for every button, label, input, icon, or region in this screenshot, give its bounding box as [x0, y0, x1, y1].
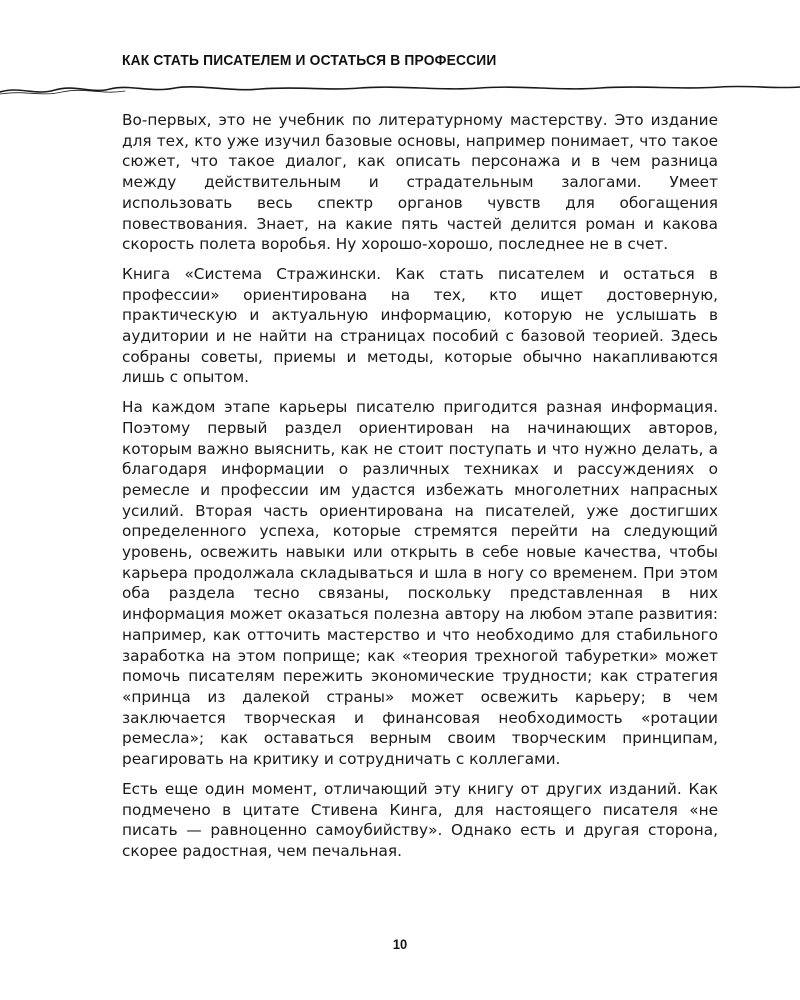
paragraph-2: Книга «Система Стражински. Как стать писателем и остаться в профессии» ориентирована на тех, кто ищет достоверную, практическую и актуальную информацию, которую не услышать в аудитории и не найти на страницах пособий с базовой теорией. Здесь собраны советы, приемы и методы, которые обычно накапливаются лишь с опытом. — [122, 264, 718, 387]
header-wavy-rule — [0, 78, 800, 104]
page-number: 10 — [392, 936, 408, 952]
body-text — [122, 110, 718, 871]
paragraph-1: Во-первых, это не учебник по литературному мастерству. Это издание для тех, кто уже изучил базовые основы, например понимает, что такое сюжет, что такое диалог, как описать персонажа и в чем разница между действительным и страдательным залогами. Умеет использовать весь спектр органов чувств для обогащения повествования. Знает, на какие пять частей делится роман и какова скорость полета воробья. Ну хорошо-хорошо, последнее не в счет. — [122, 111, 718, 254]
paragraph-3: На каждом этапе карьеры писателю пригодится разная информация. Поэтому первый раздел ориентирован на начинающих авторов, которым важно выяснить, как не стоит поступать и что нужно делать, а благодаря информации о различных техниках и рассуждениях о ремесле и профессии им удастся избежать многолетних напрасных усилий. Вторая часть ориентирована на писателей, уже достигших определенного успеха, которые стремятся перейти на следующий уровень, освежить навыки или открыть в себе новые качества, чтобы карьера продолжала складываться и шла в ногу со временем. При этом оба раздела тесно связаны, поскольку представленная в них информация может оказаться полезна автору на любом этапе развития: например, как отточить мастерство и что необходимо для стабильного заработка на этом поприще; как «теория трехногой табуретки» может помочь писателям пережить экономические трудности; как стратегия «принца из далекой страны» может освежить карьеру; в чем заключается творческая и финансовая необходимость «ротации ремесла»; как оставаться верным своим творческим принципам, реагировать на критику и сотрудничать с коллегами. — [122, 398, 718, 769]
running-header-title: КАК СТАТЬ ПИСАТЕЛЕМ И ОСТАТЬСЯ В ПРОФЕССИИ — [122, 52, 497, 69]
paragraph-4: Есть еще один момент, отличающий эту книгу от других изданий. Как подмечено в цитате Стивена Кинга, для настоящего писателя «не писать — равноценно самоубийству». Однако есть и другая сторона, скорее радостная, чем печальная. — [122, 779, 718, 860]
